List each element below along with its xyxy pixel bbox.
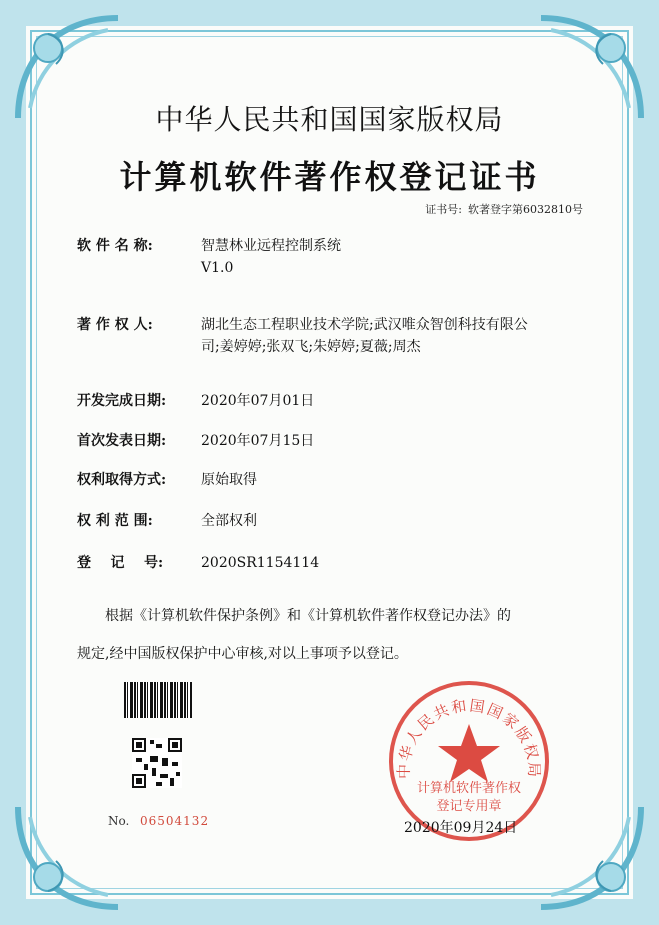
field-value: 全部权利 (201, 513, 257, 529)
field-value (201, 314, 601, 358)
certificate-number-label: 证书号: (425, 203, 462, 216)
field-label: 开发完成日期: (77, 393, 167, 409)
owner-line2: 司;姜婷婷;张双飞;朱婷婷;夏薇;周杰 (201, 339, 421, 355)
certificate-title: 计算机软件著作权登记证书 (119, 158, 540, 196)
seal-text-line2: 登记专用章 (436, 799, 502, 814)
field-label: 登 记 号: (77, 555, 164, 571)
field-value: 2020SR1154114 (201, 555, 320, 571)
field-value: 2020年07月01日 (201, 393, 315, 409)
field-label: 权 利 范 围: (77, 513, 153, 529)
issue-date: 2020年09月24日 (404, 820, 518, 836)
qr-code-icon (132, 738, 182, 788)
field-value: 原始取得 (201, 472, 257, 488)
statement-line2: 规定,经中国版权保护中心审核,对以上事项予以登记。 (77, 646, 408, 662)
issuing-authority: 中华人民共和国国家版权局 (155, 103, 504, 136)
field-label: 首次发表日期: (77, 433, 167, 449)
statement-line1: 根据《计算机软件保护条例》和《计算机软件著作权登记办法》的 (105, 608, 511, 624)
software-name-line2: V1.0 (201, 260, 234, 276)
field-value: 2020年07月15日 (201, 433, 315, 449)
registration-statement (77, 597, 597, 673)
owner-line1: 湖北生态工程职业技术学院;武汉唯众智创科技有限公 (201, 317, 528, 333)
field-value (201, 235, 601, 279)
field-label: 著 作 权 人: (77, 317, 153, 333)
field-label: 权利取得方式: (77, 472, 167, 488)
seal-text-line1: 计算机软件著作权 (416, 781, 521, 796)
seal-arc-text: 中华人民共和国国家版权局 (394, 696, 544, 780)
field-label: 软 件 名 称: (77, 238, 153, 254)
serial-number-label: No. (108, 814, 130, 828)
barcode-icon (124, 682, 192, 718)
certificate-number (419, 201, 583, 217)
serial-number: 06504132 (140, 814, 210, 828)
certificate-number-value: 软著登字第6032810号 (468, 203, 583, 216)
software-name-line1: 智慧林业远程控制系统 (201, 238, 341, 254)
